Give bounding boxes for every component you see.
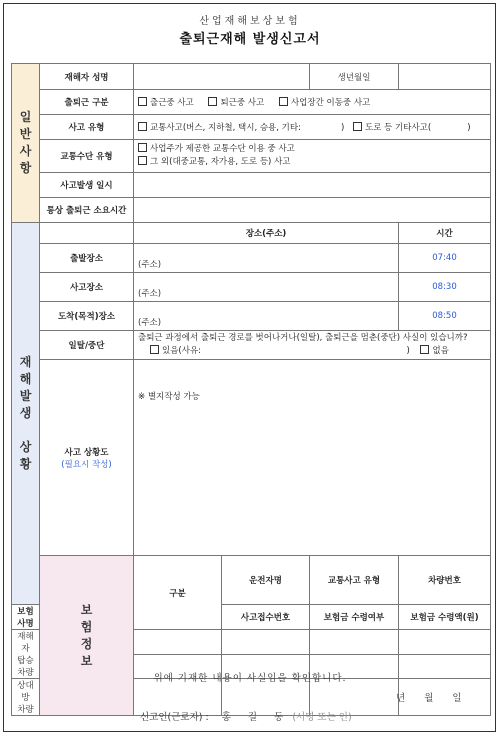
victim-insurance-type-field[interactable] — [399, 630, 491, 655]
deviation-question: 출퇴근 과정에서 출퇴근 경로를 벗어나거나(일탈), 출퇴근을 멈춘(중단) 사실이 있습니까? — [138, 333, 468, 343]
claim-number-header: 사고접수번호 — [222, 605, 310, 630]
insurance-category-label: 구분 — [134, 556, 222, 630]
accident-address-field[interactable]: (주소) — [134, 273, 399, 302]
option-employer-transport[interactable]: 사업주가 제공한 교통수단 이용 중 사고 — [138, 144, 295, 154]
checkbox-icon[interactable] — [353, 122, 362, 131]
diagram-hint: ※ 별지작성 가능 — [138, 392, 200, 402]
checkbox-icon[interactable] — [420, 345, 429, 354]
section-insurance: 보 험 정 보 — [40, 556, 134, 716]
accident-datetime-label: 사고발생 일시 — [40, 173, 134, 198]
diagram-label: 사고 상황도 — [64, 447, 109, 458]
arrival-address-field[interactable]: (주소) — [134, 302, 399, 331]
transport-type-options — [134, 140, 491, 173]
commute-type-options — [134, 90, 491, 115]
accident-type-options — [134, 115, 491, 140]
option-between-workplaces[interactable]: 사업장간 이동중 사고 — [279, 98, 370, 108]
report-date[interactable]: 년 월 일 — [396, 693, 462, 704]
transport-type-label: 교통수단 유형 — [40, 140, 134, 173]
option-commute-from-work[interactable]: 퇴근중 사고 — [208, 98, 264, 108]
option-other-transport[interactable]: 그 외(대중교통, 자가용, 도로 등) 사고 — [138, 157, 291, 167]
option-deviation-no[interactable]: 없음 — [420, 346, 448, 356]
arrival-place-label: 도착(목적)장소 — [40, 302, 134, 331]
victim-accident-type-field[interactable] — [222, 630, 310, 655]
option-other-accident[interactable]: 도로 등 기타사고( ) — [353, 123, 471, 133]
victim-name-field[interactable] — [134, 64, 310, 90]
form-subtitle: 산업재해보상보험 — [199, 16, 301, 27]
victim-vehicle-label: 재해자 탑승 차량 — [12, 630, 40, 679]
confirmation-text: 위에 기재한 내용이 사실임을 확인합니다. — [153, 673, 347, 684]
section-general: 일 반 사 항 — [12, 64, 40, 223]
victim-name-label: 재해자 성명 — [40, 64, 134, 90]
commute-type-label: 출퇴근 구분 — [40, 90, 134, 115]
situation-corner-cell — [40, 223, 134, 244]
section-situation: 재 해 발 생 상 황 — [12, 223, 40, 605]
commute-time-label: 통상 출퇴근 소요시간 — [40, 198, 134, 223]
option-commute-to-work[interactable]: 출근중 사고 — [138, 98, 194, 108]
signer-line — [140, 709, 352, 723]
checkbox-icon[interactable] — [138, 122, 147, 131]
diagram-label-cell — [40, 360, 134, 556]
diagram-note: (필요시 작성) — [61, 459, 112, 470]
birth-date-field[interactable] — [399, 64, 491, 90]
signer-label: 신고인(근로자) : — [140, 712, 209, 723]
payment-received-header: 보험금 수령여부 — [310, 605, 399, 630]
accident-time[interactable]: 08:30 — [399, 273, 491, 302]
departure-address-field[interactable]: (주소) — [134, 244, 399, 273]
time-column-header: 시간 — [399, 223, 491, 244]
checkbox-icon[interactable] — [138, 143, 147, 152]
accident-type-label: 사고 유형 — [40, 115, 134, 140]
vehicle-number-header: 차량번호 — [399, 556, 491, 605]
departure-place-label: 출발장소 — [40, 244, 134, 273]
traffic-accident-type-header: 교통사고 유형 — [310, 556, 399, 605]
signer-name[interactable]: 홍 길 동 — [221, 712, 284, 723]
birth-date-label: 생년월일 — [310, 64, 399, 90]
diagram-area[interactable] — [134, 360, 491, 556]
victim-vehicle-number-field[interactable] — [310, 630, 399, 655]
arrival-time[interactable]: 08:50 — [399, 302, 491, 331]
victim-driver-field[interactable] — [134, 630, 222, 655]
report-table — [11, 63, 491, 716]
option-traffic-accident[interactable]: 교통사고(버스, 지하철, 택시, 승용, 기타: ) — [138, 123, 344, 133]
insurer-name-header: 보험사명 — [12, 605, 40, 630]
checkbox-icon[interactable] — [138, 97, 147, 106]
checkbox-icon[interactable] — [138, 156, 147, 165]
checkbox-icon[interactable] — [279, 97, 288, 106]
option-deviation-yes[interactable]: 있음(사유: — [150, 346, 201, 356]
accident-datetime-field[interactable] — [134, 173, 491, 198]
departure-time[interactable]: 07:40 — [399, 244, 491, 273]
other-vehicle-label: 상대방 차량 — [12, 679, 40, 716]
accident-place-label: 사고장소 — [40, 273, 134, 302]
place-column-header: 장소(주소) — [134, 223, 399, 244]
commute-time-field[interactable] — [134, 198, 491, 223]
deviation-content: 출퇴근 과정에서 출퇴근 경로를 벗어나거나(일탈), 출퇴근을 멈춘(중단) 사실이 있습니까? 있음(사유: ) 없음 — [134, 331, 491, 360]
signature-hint: (서명 또는 인) — [292, 712, 352, 723]
payment-amount-header: 보험금 수령액(원) — [399, 605, 491, 630]
checkbox-icon[interactable] — [208, 97, 217, 106]
checkbox-icon[interactable] — [150, 345, 159, 354]
deviation-label: 일탈/중단 — [40, 331, 134, 360]
form-title: 출퇴근재해 발생신고서 — [179, 32, 321, 47]
driver-name-header: 운전자명 — [222, 556, 310, 605]
